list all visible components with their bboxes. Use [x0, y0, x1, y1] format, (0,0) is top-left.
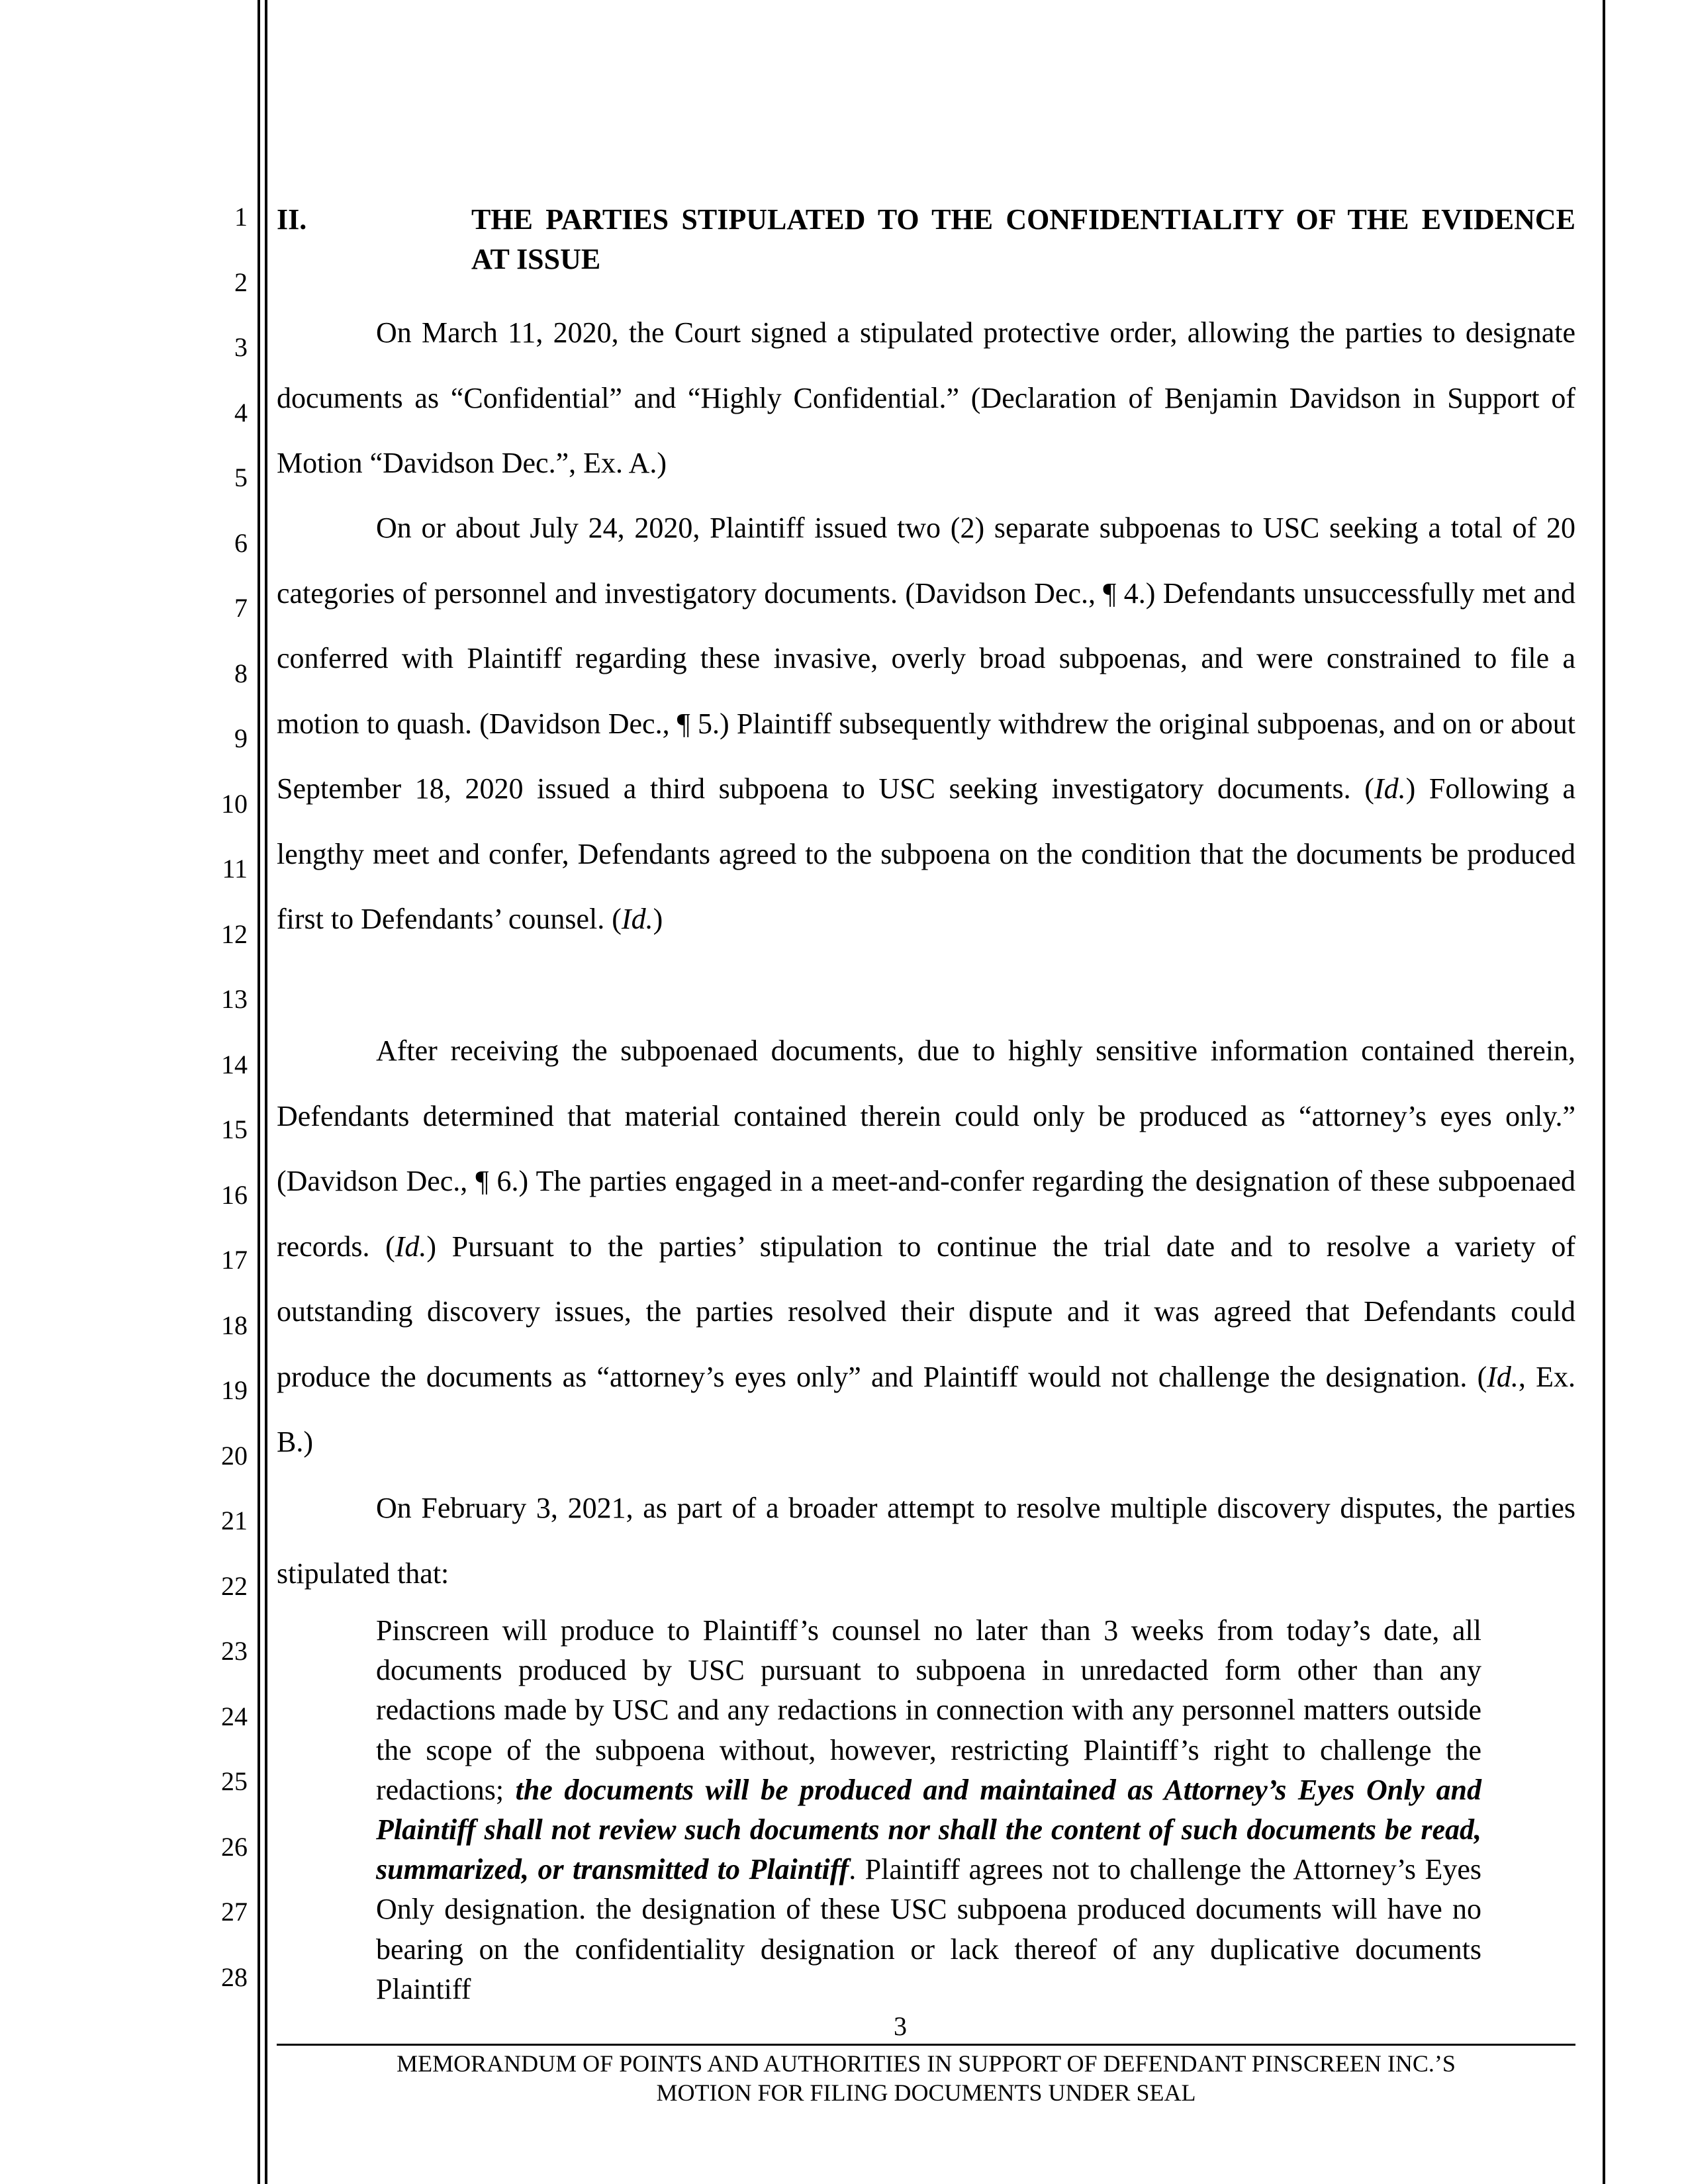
quote-text: . Plaintiff agrees not to challenge the Attorney’s Eyes Only designation. the designation of these USC subpoena produced documents will have no bearing on the confidentiality designation or lack thereof of any duplicative documents Plaintiff	[376, 1853, 1482, 2005]
line-number: 15	[221, 1115, 248, 1144]
paragraph-text: )	[653, 903, 663, 935]
paragraph-text: ) Following a lengthy meet and confer, Defendants agreed to the subpoena on the condition that the documents be produced first to Defendants’ counsel. (	[277, 772, 1575, 935]
page-number: 3	[894, 2011, 907, 2041]
line-number: 27	[221, 1897, 248, 1927]
line-number: 4	[234, 397, 248, 428]
line-number: 9	[234, 723, 248, 753]
citation-id: Id.	[1487, 1360, 1519, 1393]
citation-id: Id.	[1374, 772, 1406, 805]
paragraph-text: On February 3, 2021, as part of a broader attempt to resolve multiple discovery disputes, the parties stipulated that:	[277, 1492, 1575, 1590]
section-title: THE PARTIES STIPULATED TO THE CONFIDENTIALITY OF THE EVIDENCE AT ISSUE	[471, 203, 1575, 275]
line-number: 21	[221, 1506, 248, 1535]
line-number: 5	[234, 463, 248, 492]
line-number: 17	[221, 1245, 248, 1275]
paragraph-stipulation-intro	[277, 1476, 1575, 1606]
line-number: 1	[234, 202, 248, 232]
paragraph-text: , Ex. B.)	[277, 1360, 1575, 1458]
footer-line-2: MOTION FOR FILING DOCUMENTS UNDER SEAL	[656, 2079, 1196, 2106]
document-footer	[277, 2049, 1575, 2107]
line-number: 11	[222, 854, 248, 884]
paragraph-text: After receiving the subpoenaed documents, due to highly sensitive information contained therein, Defendants determined that material contained therein could only be produced as “attorney’s eyes only.” (Davidson Dec., ¶ 6.) The parties engaged in a meet-and-confer regarding the designation of these subpoenaed records. (	[277, 1034, 1575, 1263]
line-number: 22	[221, 1570, 248, 1601]
section-heading	[277, 200, 1575, 279]
left-margin-rule-outer	[258, 0, 260, 2184]
line-number: 2	[234, 267, 248, 297]
paragraph-text: On or about July 24, 2020, Plaintiff issued two (2) separate subpoenas to USC seeking a total of 20 categories of personnel and investigatory documents. (Davidson Dec., ¶ 4.) Defendants unsuccessfully met and conferred with Plaintiff regarding these invasive, overly broad subpoenas, and were constrained to file a motion to quash. (Davidson Dec., ¶ 5.) Plaintiff subsequently withdrew the original subpoenas, and on or about September 18, 2020 issued a third subpoena to USC seeking investigatory documents. (	[277, 512, 1575, 805]
line-number: 23	[221, 1636, 248, 1666]
line-number: 3	[234, 332, 248, 362]
line-number: 8	[234, 658, 248, 688]
paragraph-text: ) Pursuant to the parties’ stipulation to continue the trial date and to resolve a variety of outstanding discovery issues, the parties resolved their dispute and it was agreed that Defendants could produce the documents as “attorney’s eyes only” and Plaintiff would not challenge the designation. (	[277, 1230, 1575, 1393]
line-number: 26	[221, 1831, 248, 1862]
line-number: 28	[221, 1962, 248, 1992]
line-number: 24	[221, 1701, 248, 1731]
line-number: 13	[221, 984, 248, 1014]
line-number: 18	[221, 1310, 248, 1340]
line-number: 14	[221, 1049, 248, 1079]
quote-emphasis: the documents will be produced and maintained as Attorney’s Eyes Only and Plaintiff shall not review such documents nor shall the content of such documents be read, summarized, or transmitted to Plaintiff	[376, 1773, 1481, 1886]
footer-line-1: MEMORANDUM OF POINTS AND AUTHORITIES IN SUPPORT OF DEFENDANT PINSCREEN INC.’S	[397, 2050, 1456, 2077]
line-number: 19	[221, 1375, 248, 1405]
line-number: 12	[221, 919, 248, 949]
line-number: 16	[221, 1179, 248, 1210]
left-margin-rule-inner	[265, 0, 267, 2184]
line-number: 7	[234, 593, 248, 623]
block-quote-stipulation	[376, 1611, 1481, 2009]
line-number: 10	[221, 788, 248, 819]
line-number: 20	[221, 1440, 248, 1471]
right-margin-rule	[1603, 0, 1605, 2184]
paragraph-attorneys-eyes-only	[277, 1019, 1575, 1475]
paragraph-subpoenas	[277, 496, 1575, 952]
section-number: II.	[277, 203, 307, 236]
paragraph-protective-order	[277, 300, 1575, 496]
citation-id: Id.	[621, 903, 653, 935]
footer-divider	[277, 2044, 1575, 2046]
line-number: 6	[234, 527, 248, 558]
paragraph-text: On March 11, 2020, the Court signed a stipulated protective order, allowing the parties to designate documents as “Confidential” and “Highly Confidential.” (Declaration of Benjamin Davidson in Support of Motion “Davidson Dec.”, Ex. A.)	[277, 316, 1575, 479]
quote-text: Pinscreen will produce to Plaintiff’s counsel no later than 3 weeks from today’s date, all documents produced by USC pursuant to subpoena in unredacted form other than any redactions made by USC and any redactions in connection with any personnel matters outside the scope of the subpoena without, however, restricting Plaintiff’s right to challenge the redactions;	[376, 1614, 1481, 1806]
citation-id: Id.	[395, 1230, 427, 1263]
line-number: 25	[221, 1766, 248, 1796]
